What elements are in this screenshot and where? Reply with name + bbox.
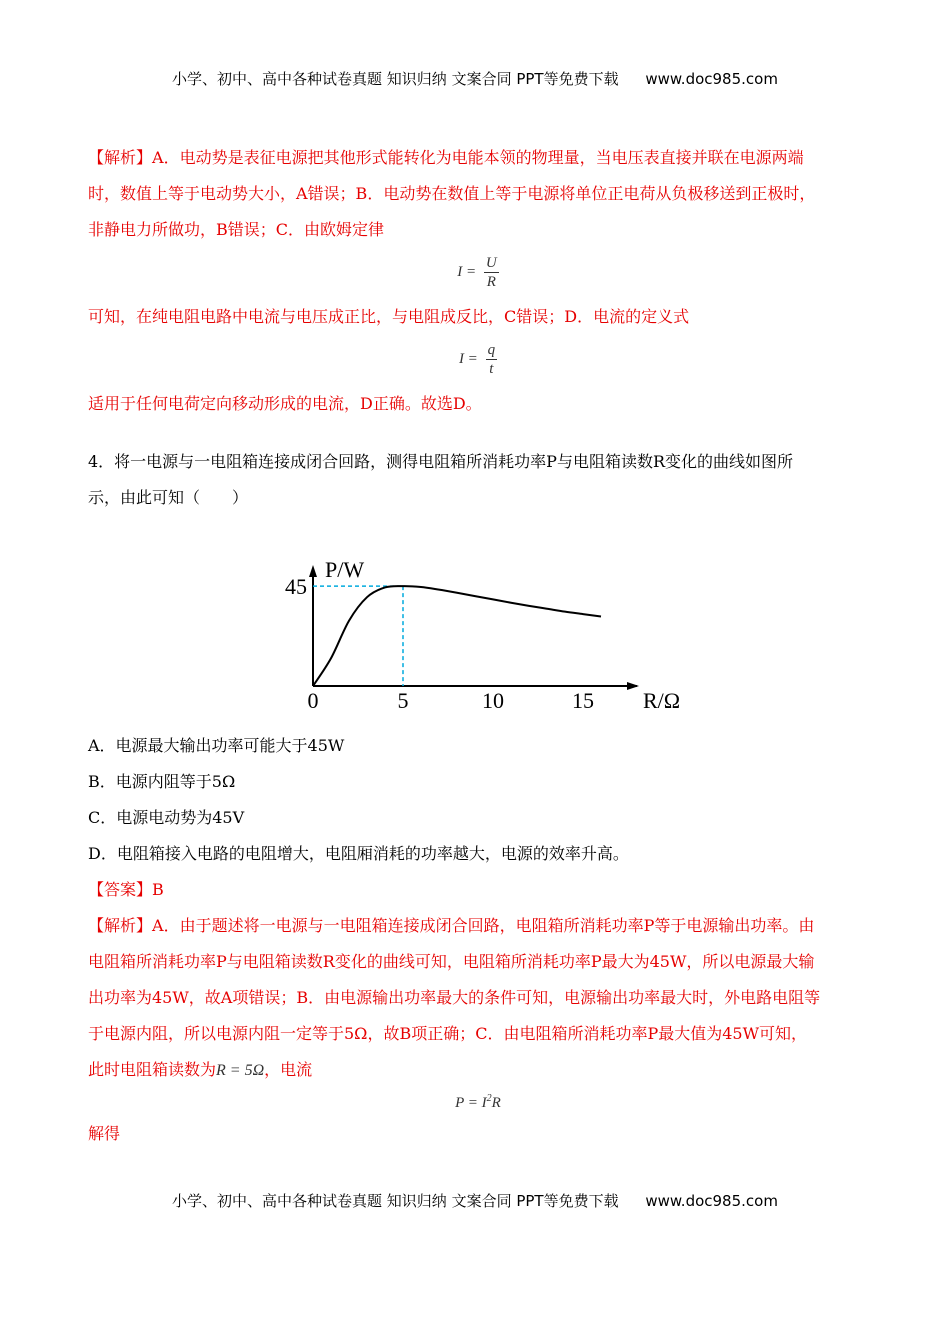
numerator: q	[487, 342, 496, 358]
analysis-line: 于电源内阻，所以电源内阻一定等于5Ω，故B项正确；C．由电阻箱所消耗功率P最大值为45W可知，	[88, 1024, 808, 1043]
y-tick-label: 45	[285, 574, 307, 600]
q4-analysis	[88, 908, 868, 1152]
analysis-line: 解得	[88, 1124, 121, 1143]
formula-lhs: I =	[457, 263, 477, 280]
answer-line	[88, 872, 868, 908]
power-curve	[313, 586, 601, 686]
option-c[interactable]: C．电源电动势为45V	[88, 808, 245, 827]
numerator: U	[485, 255, 497, 271]
fraction	[486, 341, 498, 378]
formula-part: P = I	[455, 1095, 487, 1111]
denominator: t	[489, 361, 494, 377]
formula-ohm	[88, 254, 868, 291]
x-tick-label: 15	[572, 688, 594, 713]
x-tick-label: 5	[397, 688, 409, 713]
x-axis-label: R/Ω	[643, 688, 681, 713]
formula-part: R	[491, 1095, 501, 1111]
formula-sup: 2	[486, 1093, 492, 1104]
y-axis-label: P/W	[325, 557, 365, 582]
analysis-line	[88, 1052, 868, 1089]
analysis-text: 此时电阻箱读数为	[88, 1060, 217, 1079]
analysis-line: 出功率为45W，故A项错误；B．由电源输出功率最大的条件可知，电源输出功率最大时，外电路电阻等	[88, 988, 821, 1007]
analysis-line: 时，数值上等于电动势大小，A错误；B．电动势在数值上等于电源将单位正电荷从负极移送到正极时，	[88, 184, 816, 203]
question-stem: 4．将一电源与一电阻箱连接成闭合回路，测得电阻箱所消耗功率P与电阻箱读数R变化的曲线如图所	[88, 452, 793, 471]
formula-lhs: I =	[458, 350, 478, 367]
analysis-line: 非静电力所做功，B错误；C．由欧姆定律	[88, 220, 385, 239]
fraction	[484, 254, 499, 291]
q3-analysis	[88, 140, 868, 422]
analysis-line	[88, 140, 868, 176]
inline-math: R = 5Ω	[216, 1062, 265, 1079]
analysis-line: 电阻箱所消耗功率P与电阻箱读数R变化的曲线可知，电阻箱所消耗功率P最大为45W，所以电源最大输	[88, 952, 815, 971]
analysis-text: A．电动势是表征电源把其他形式能转化为电能本领的物理量，当电压表直接并联在电源两端	[152, 148, 804, 167]
analysis-line	[88, 908, 868, 944]
analysis-label: 【解析】	[88, 148, 153, 167]
option-b[interactable]: B．电源内阻等于5Ω	[88, 772, 236, 791]
analysis-line: 适用于任何电荷定向移动形成的电流，D正确。故选D。	[88, 394, 482, 413]
answer-label: 【答案】	[88, 880, 153, 899]
y-axis-arrow	[309, 565, 317, 577]
power-resistance-chart	[0, 520, 950, 720]
page-header	[0, 68, 950, 89]
x-tick-label: 0	[307, 688, 319, 713]
x-tick-label: 10	[482, 688, 504, 713]
denominator: R	[486, 274, 496, 290]
header-text: 小学、初中、高中各种试卷真题 知识归纳 文案合同 PPT等免费下载	[172, 70, 619, 88]
answer-value: B	[152, 880, 164, 899]
analysis-text: A．由于题述将一电源与一电阻箱连接成闭合回路，电阻箱所消耗功率P等于电源输出功率。由	[152, 916, 815, 935]
options-list	[88, 728, 868, 908]
analysis-text: ，电流	[264, 1060, 313, 1079]
analysis-label: 【解析】	[88, 916, 153, 935]
option-a[interactable]: A．电源最大输出功率可能大于45W	[88, 736, 345, 755]
footer-site[interactable]: www.doc985.com	[645, 1192, 778, 1210]
page-footer	[0, 1190, 950, 1211]
analysis-line: 可知，在纯电阻电路中电流与电压成正比，与电阻成反比，C错误；D．电流的定义式	[88, 307, 690, 326]
option-d[interactable]: D．电阻箱接入电路的电阻增大，电阻厢消耗的功率越大，电源的效率升高。	[88, 844, 629, 863]
header-site[interactable]: www.doc985.com	[645, 70, 778, 88]
question-4	[88, 444, 868, 516]
x-axis-arrow	[627, 682, 639, 690]
formula-current-def	[88, 341, 868, 378]
formula-power	[88, 1093, 868, 1112]
footer-text: 小学、初中、高中各种试卷真题 知识归纳 文案合同 PPT等免费下载	[172, 1192, 619, 1210]
question-stem: 示，由此可知（ ）	[88, 488, 249, 507]
